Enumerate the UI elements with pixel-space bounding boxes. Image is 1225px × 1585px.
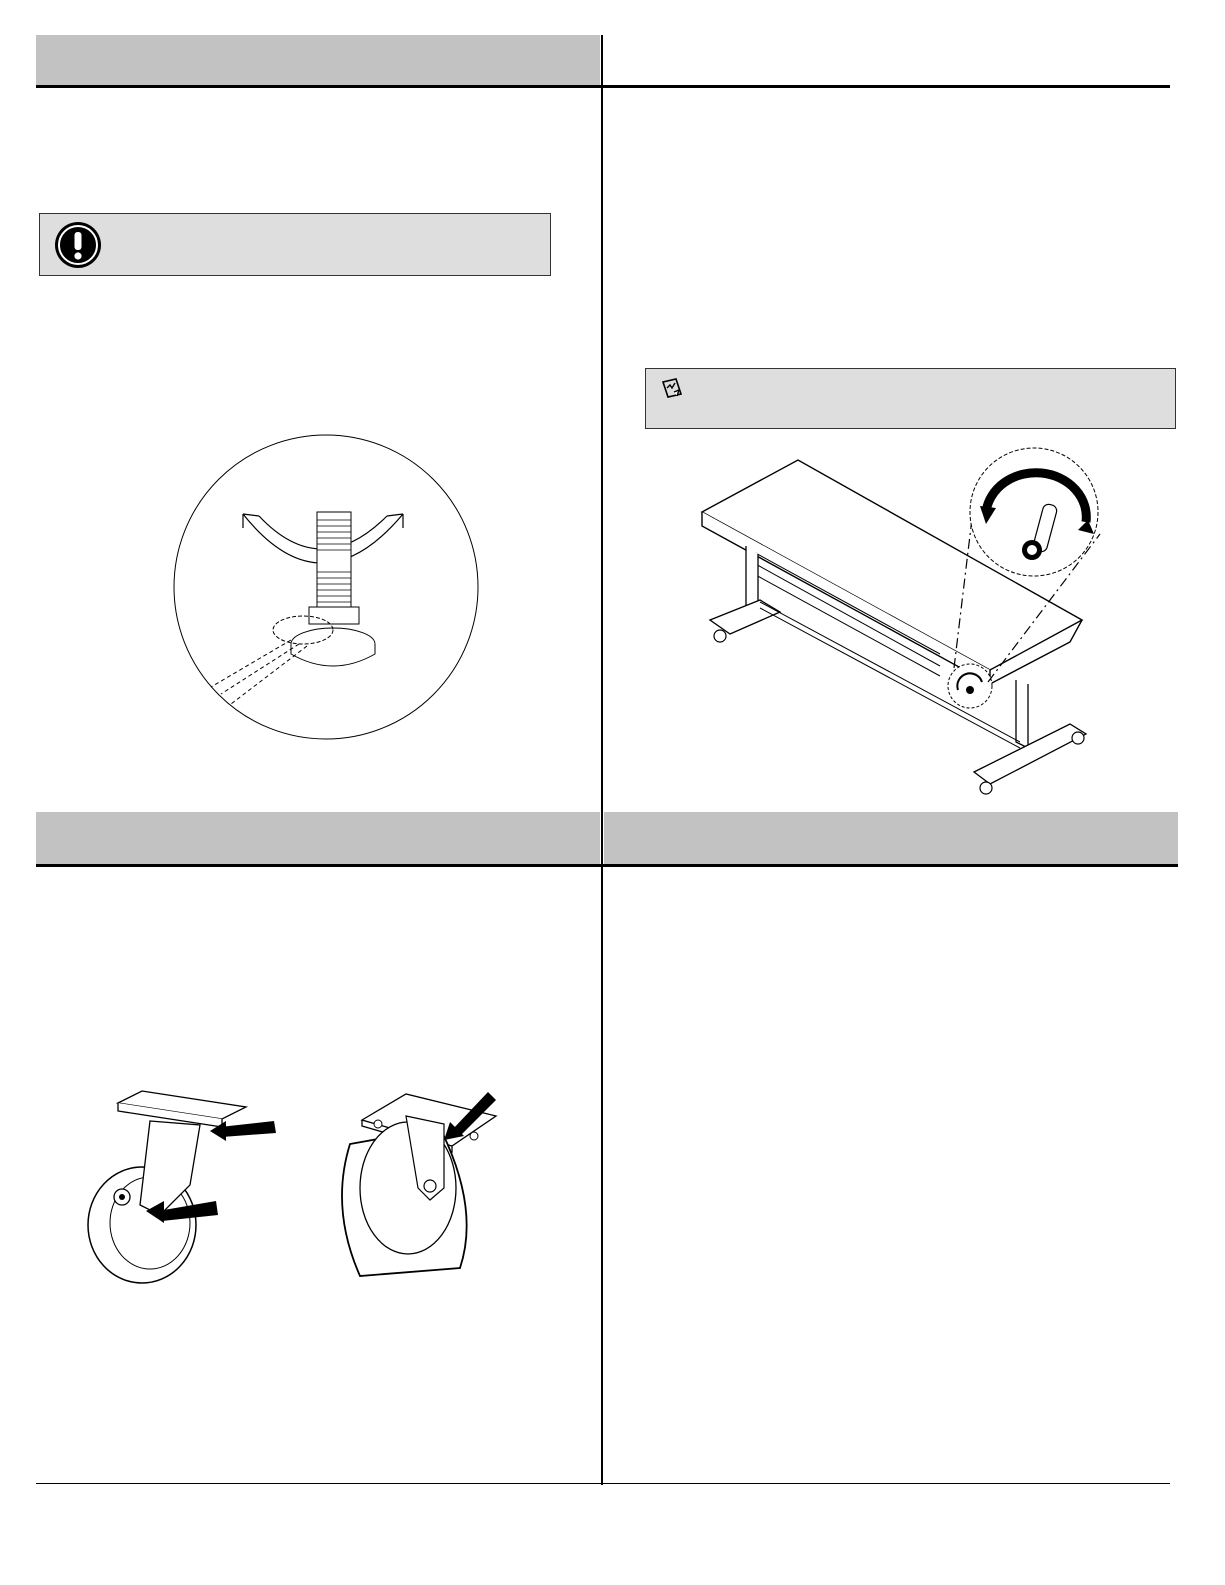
exclamation-icon (54, 221, 102, 269)
footer-rule (36, 1483, 1170, 1484)
leveler-foot-illustration (171, 432, 481, 742)
header-rule-bottom (36, 864, 1178, 867)
section-header-bottom-right (604, 812, 1178, 864)
note-icon (660, 376, 684, 400)
important-callout (39, 213, 551, 276)
header-rule-top (36, 85, 1170, 88)
note-callout (645, 368, 1176, 429)
section-header-bottom-left (36, 812, 600, 864)
section-header-top-left (36, 35, 600, 85)
rigid-caster-illustration (320, 1088, 520, 1288)
swivel-caster-illustration (80, 1085, 280, 1285)
workbench-crank-illustration (690, 442, 1110, 802)
section-header-top-right (604, 35, 1168, 85)
column-divider (601, 35, 603, 1485)
